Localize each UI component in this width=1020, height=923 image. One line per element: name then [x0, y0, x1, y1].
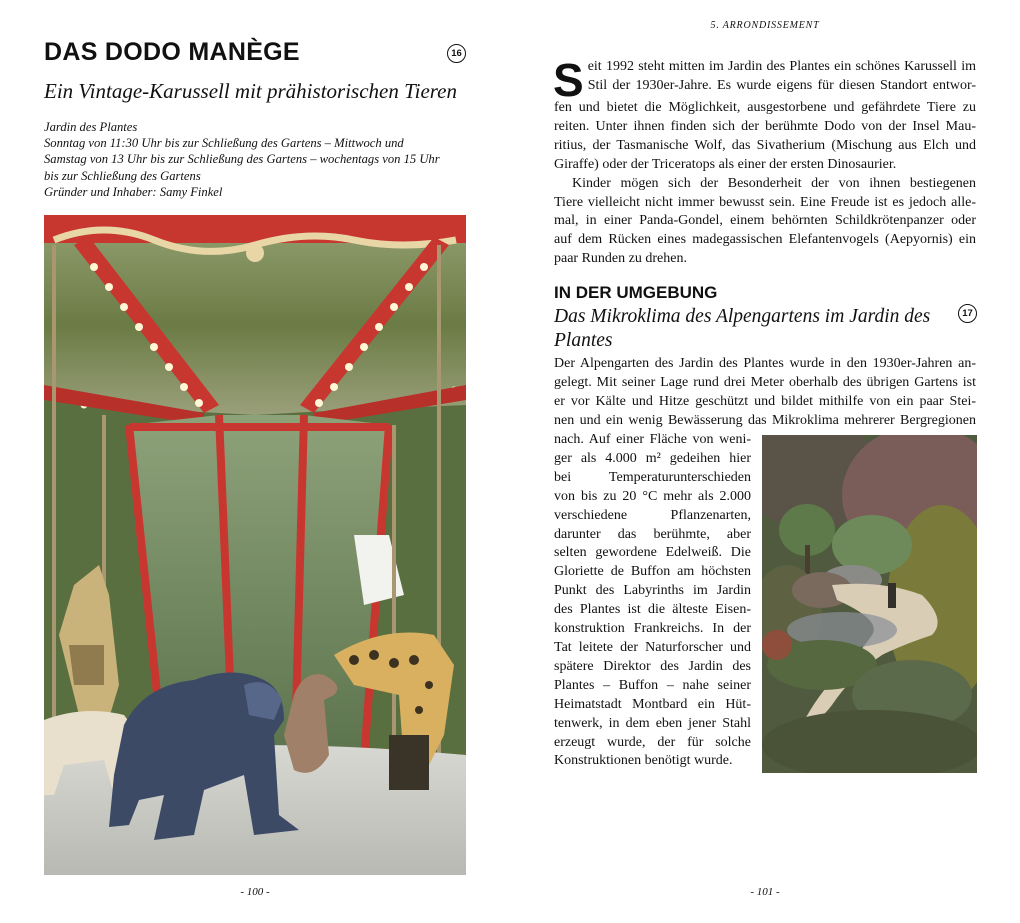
- page-number-right: - 101 -: [750, 886, 780, 898]
- section-subtitle: [554, 305, 954, 353]
- text-line: Giraffe) oder der Triceratops als einer der ersten Dinosaurier.: [554, 156, 897, 172]
- alpine-paragraph-column: [554, 431, 751, 771]
- section-subtitle-line: Das Mikroklima des Alpengartens im Jardin des: [554, 306, 931, 327]
- text-line: ger als 4.000 m² gedeihen hier: [554, 450, 751, 466]
- text-line: Heimatstadt Montbard ein Hüt-: [554, 696, 751, 712]
- text-line: er vor Kälte und Hitze geschützt und bildet mithilfe von ein paar Stei-: [554, 393, 976, 409]
- text-line: nen und ein wenig Bewässerung das Mikroklima mehrerer Bergregionen: [554, 412, 976, 428]
- text-line: verschiedene Pflanzenarten,: [554, 507, 751, 523]
- location-marker-17: 17: [958, 304, 977, 323]
- info-hours-line: Sonntag von 11:30 Uhr bis zur Schließung des Gartens – Mittwoch und: [44, 136, 404, 151]
- text-line: fen und bietet die Möglichkeit, ausgestorbene und gefährdete Tiere zu: [554, 100, 976, 115]
- text-line: Stil der 1930er-Jahre. Es wurde eigens für diesen Standort entwor-: [587, 77, 976, 93]
- info-founder: Gründer und Inhaber: Samy Finkel: [44, 184, 223, 199]
- carousel-photo: [44, 215, 466, 875]
- text-line: auf dem Rücken eines madegassischen Elefantenvogels (Aepyornis) ein: [554, 232, 976, 248]
- text-line: Plantes – Buffon – nahe seiner: [554, 677, 751, 693]
- text-line: von bis zu 20 °C mehr als 2.000: [554, 488, 751, 504]
- text-line: ritius, der Tasmanische Wolf, das Sivatherium (Mischung aus Elch und: [554, 137, 976, 153]
- location-marker-16: 16: [447, 44, 466, 63]
- text-line: reiten. Unter ihnen finden sich der berühmte Dodo von der Insel Mau-: [554, 118, 976, 134]
- text-line: eit 1992 steht mitten im Jardin des Plantes ein schönes Karussell im: [587, 59, 976, 74]
- text-line: Der Alpengarten des Jardin des Plantes wurde in den 1930er-Jahren an-: [554, 356, 976, 371]
- text-line: nach. Auf einer Fläche von weni-: [554, 432, 751, 447]
- page-subtitle: Ein Vintage-Karussell mit prähistorischen Tieren: [44, 79, 457, 103]
- section-heading: IN DER UMGEBUNG: [554, 283, 718, 302]
- text-line: spätere Direktor des Jardin des: [554, 658, 751, 674]
- page-number-left: - 100 -: [240, 886, 270, 898]
- text-line: erzeugt wurde, der für solche: [554, 734, 751, 750]
- text-line: Punkt des Labyrinths im Jardin: [554, 583, 751, 599]
- text-line: selten gewordene Edelweiß. Die: [554, 545, 751, 561]
- text-line: mal, in einer Panda-Gondel, einem behörnten Schildkrötenpanzer oder: [554, 213, 976, 229]
- section-subtitle-line: Plantes: [554, 330, 613, 351]
- drop-cap: S: [553, 54, 584, 106]
- running-head: 5. ARRONDISSEMENT: [710, 20, 820, 31]
- text-line: Konstruktionen benötigt wurde.: [554, 753, 733, 769]
- info-block: [44, 119, 464, 200]
- text-line: des Plantes ist die älteste Eisen-: [554, 602, 751, 618]
- text-line: darunter das berühmte, aber: [554, 526, 751, 542]
- info-hours-line: bis zur Schließung des Gartens: [44, 168, 201, 183]
- text-line: paar Runden zu drehen.: [554, 251, 687, 267]
- text-line: konstruktion Frankreichs. In der: [554, 621, 751, 637]
- text-line: Gloriette de Buffon am höchsten: [554, 564, 751, 580]
- info-hours-line: Samstag von 13 Uhr bis zur Schließung des Gartens – wochentags von 15 Uhr: [44, 152, 440, 167]
- text-line: tenwerk, in dem eben jener Stahl: [554, 715, 751, 731]
- alpine-paragraph-top: [554, 355, 976, 431]
- right-page: [510, 0, 1020, 923]
- intro-paragraph: [553, 54, 976, 269]
- info-location: Jardin des Plantes: [44, 120, 138, 134]
- alpine-garden-photo: [762, 435, 977, 773]
- text-line: bei Temperaturunterschieden: [554, 469, 751, 485]
- text-line: Tiere vielleicht nicht immer bewusst sein. Eine Freude ist es jedoch alle-: [554, 194, 976, 210]
- page-title: DAS DODO MANÈGE: [44, 38, 300, 66]
- text-line: Kinder mögen sich der Besonderheit der von ihnen bestiegenen: [572, 175, 976, 191]
- text-line: Tat leitete der Naturforscher und: [554, 639, 751, 655]
- text-line: gelegt. Mit seiner Lage rund drei Meter oberhalb des übrigen Gartens ist: [554, 374, 976, 390]
